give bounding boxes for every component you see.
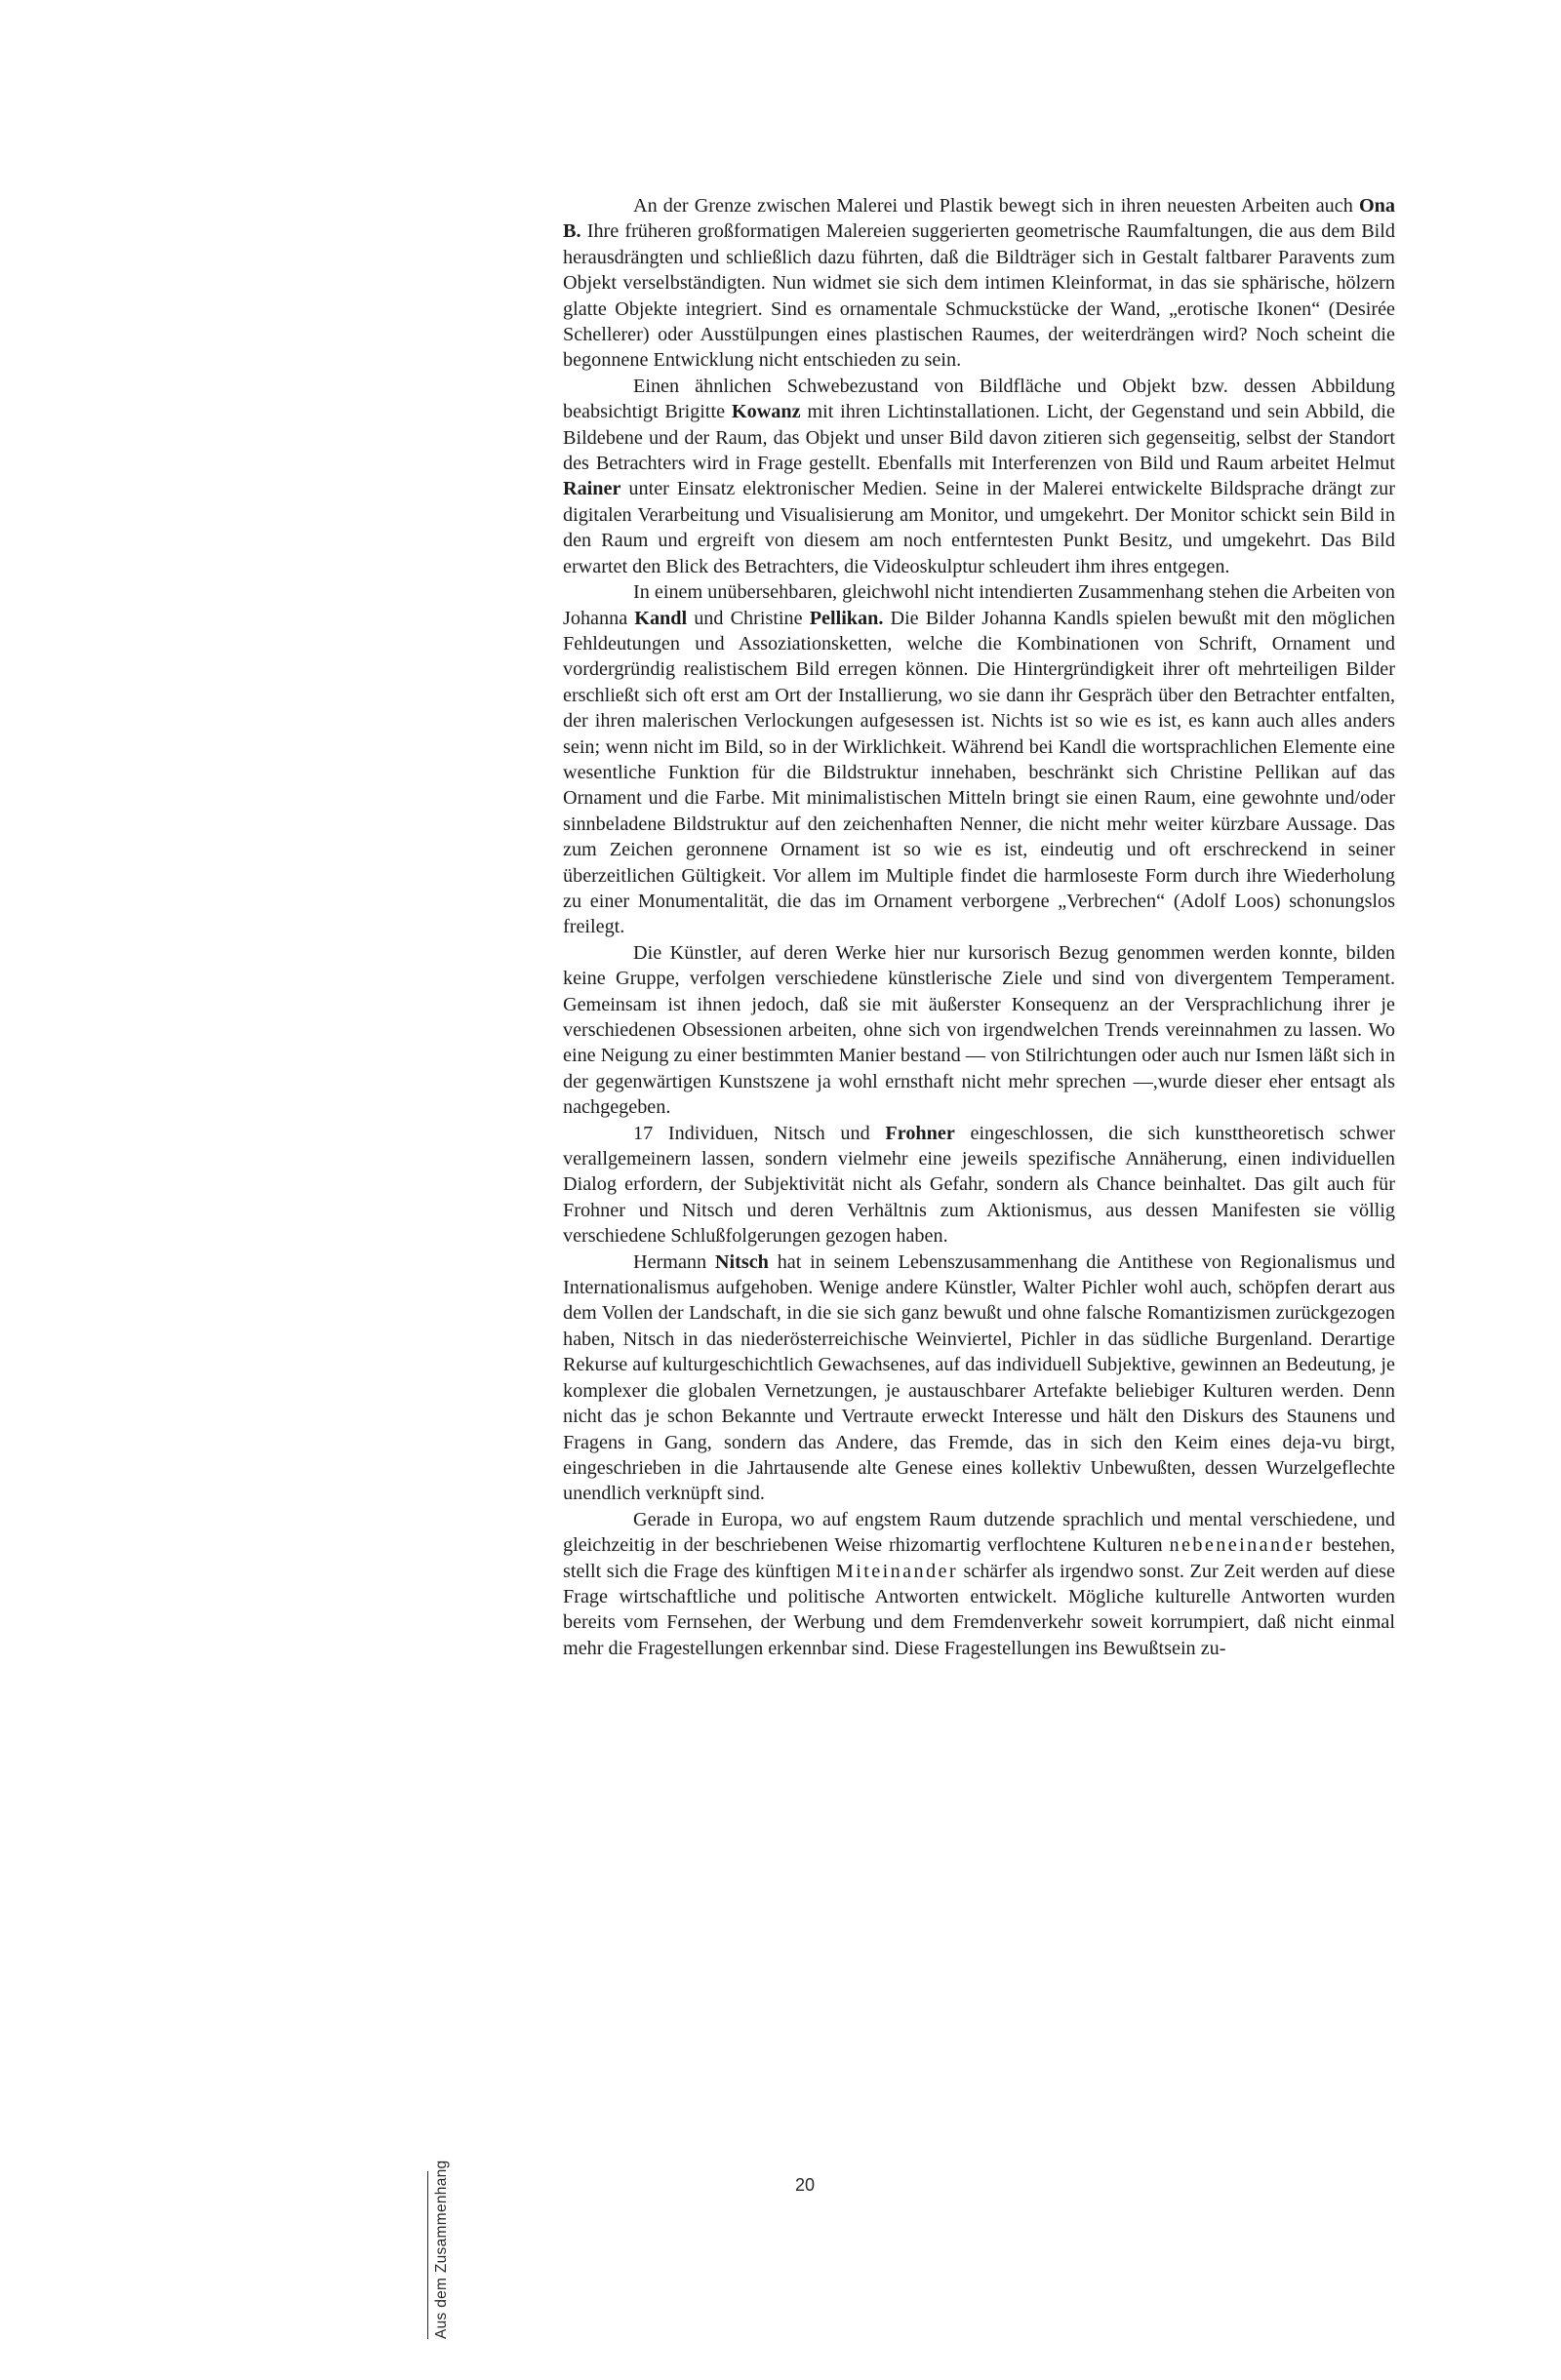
text-run: unter Einsatz elektronischer Medien. Seine in der Malerei entwickelte Bildsprache drängt zur digitalen Verarbeitung und Visualisierung am Monitor, und umgekehrt. Der Monitor schickt sein Bild in den Raum und ergreift von diesem am noch entferntesten Punkt Besitz, und umgekehrt. Das Bild erwartet den Blick des Betrachters, die Videoskulptur schleudert ihm ihres entgegen. [563,478,1395,577]
text-run: 17 Individuen, Nitsch und [633,1122,886,1144]
running-head-rule [427,2171,428,2339]
text-run: An der Grenze zwischen Malerei und Plastik bewegt sich in ihren neuesten Arbeiten auch [633,195,1359,217]
paragraph [563,374,1395,579]
text-run: und Christine [687,607,810,629]
running-head: Aus dem Zusammenhang [433,2160,450,2339]
text-run: hat in seinem Lebenszusammenhang die Antithese von Regionalismus und Internationalismus aufgehoben. Wenige andere Künstler, Walter Pichler wohl auch, schöpfen derart aus dem Vollen der Landschaft, in die sie sich ganz bewußt und ohne falsche Romantizismen zurückgezogen haben, Nitsch in das niederösterreichische Weinviertel, Pichler in das südliche Burgenland. Derartige Rekurse auf kulturgeschichtlich Gewachsenes, auf das individuell Subjektive, gewinnen an Bedeutung, je komplexer die globalen Vernetzungen, je austauschbarer Artefakte beliebiger Kulturen werden. Denn nicht das je schon Bekannte und Vertraute erweckt Interesse und hält den Diskurs des Staunens und Fragens in Gang, sondern das Andere, das Fremde, das in sich den Keim eines deja-vu birgt, eingeschrieben in die Jahrtausende alte Genese eines kollektiv Unbewußten, dessen Wurzelgeflechte unendlich verknüpft sind. [563,1250,1395,1505]
text-run: eingeschlossen, die sich kunsttheoretisch schwer verallgemeinern lassen, sondern vielmehr eine jeweils spezifische Annäherung, einen individuellen Dialog erfordern, der Subjektivität nicht als Gefahr, sondern als Chance beinhaltet. Das gilt auch für Frohner und Nitsch und deren Verhältnis zum Aktionismus, aus dessen Manifesten sie völlig verschiedene Schlußfolgerungen gezogen haben. [563,1122,1396,1248]
artist-name: Ona B. [563,195,1395,243]
text-run: mit ihren Lichtinstallationen. Licht, der Gegenstand und sein Abbild, die Bildebene und der Raum, das Objekt und unser Bild davon zitieren sich gegenseitig, selbst der Standort des Betrachters wird in Frage gestellt. Ebenfalls mit Interferenzen von Bild und Raum arbeitet Helmut [563,401,1395,475]
paragraph [563,193,1395,374]
spaced-emphasis: Miteinander [835,1560,958,1582]
paragraph [563,940,1395,1121]
page-number: 20 [794,2175,816,2195]
artist-name: Rainer [563,478,621,500]
text-run: Die Bilder Johanna Kandls spielen bewußt mit den möglichen Fehldeutungen und Assoziationsketten, welche die Kombinationen von Schrift, Ornament und vordergründig realistischem Bild erregen können. Die Hintergründigkeit ihrer oft mehrteiligen Bilder erschließt sich oft erst am Ort der Installierung, wo sie dann ihr Gespräch über den Betrachter entfalten, der ihren malerischen Verlockungen aufgesessen ist. Nichts ist so wie es ist, es kann auch alles anders sein; wenn nicht im Bild, so in der Wirklichkeit. Während bei Kandl die wortsprachlichen Elemente eine wesentliche Funktion für die Bildstruktur innehaben, beschränkt sich Christine Pellikan auf das Ornament und die Farbe. Mit minimalistischen Mitteln bringt sie einen Raum, eine gewohnte und/oder sinnbeladene Bildstruktur auf den zeichenhaften Nenner, die nicht mehr weiter kürzbare Aussage. Das zum Zeichen geronnene Ornament ist so wie es ist, eindeutig und oft erschreckend in seiner überzeitlichen Gültigkeit. Vor allem im Multiple findet die harmloseste Form durch ihre Wiederholung zu einer Monumentalität, die das im Ornament verborgene „Verbrechen“ (Adolf Loos) schonungslos freilegt. [563,607,1396,938]
text-run: Gerade in Europa, wo auf engstem Raum dutzende sprachlich und mental verschiedene, und gleichzeitig in der beschriebenen Weise rhizomartig verflochtene Kulturen [563,1508,1395,1557]
paragraph [563,1250,1395,1507]
artist-name: Nitsch [714,1250,769,1273]
artist-name: Kowanz [731,401,801,423]
text-run: Ihre früheren großformatigen Malereien suggerierten geometrische Raumfaltungen, die aus dem Bild herausdrängten und schließlich dazu führten, daß die Bildträger sich in Gestalt faltbarer Paravents zum Objekt verselbständigten. Nun widmet sie sich dem intimen Kleinformat, in das sie sphärische, hölzern glatte Objekte integriert. Sind es ornamentale Schmuckstücke der Wand, „erotische Ikonen“ (Desirée Schellerer) oder Ausstülpungen eines plastischen Raumes, der weiterdrängen wird? Noch scheint die begonnene Entwicklung nicht entschieden zu sein. [563,220,1395,372]
paragraph [563,1507,1395,1661]
text-run: Einen ähnlichen Schwebezustand von Bildfläche und Objekt bzw. dessen Abbildung beabsichtigt Brigitte [563,375,1395,423]
text-run: schärfer als irgendwo sonst. Zur Zeit werden auf diese Frage wirtschaftliche und politische Antworten entwickelt. Mögliche kulturelle Antworten wurden bereits vom Fernsehen, der Werbung und dem Fremdenverkehr soweit korrumpiert, daß nicht einmal mehr die Fragestellungen erkennbar sind. Diese Fragestellungen ins Bewußtsein zu- [563,1560,1395,1659]
body-text [563,193,1395,1661]
spaced-emphasis: nebeneinander [1169,1534,1315,1557]
text-run: Die Künstler, auf deren Werke hier nur kursorisch Bezug genommen werden konnte, bilden keine Gruppe, verfolgen verschiedene künstlerische Ziele und sind von divergentem Temperament. Gemeinsam ist ihnen jedoch, daß sie mit äußerster Konsequenz an der Versprachlichung ihrer je verschiedenen Obsessionen arbeiten, ohne sich von irgendwelchen Trends vereinnahmen zu lassen. Wo eine Neigung zu einer bestimmten Manier bestand — von Stilrichtungen oder auch nur Ismen läßt sich in der gegenwärtigen Kunstszene ja wohl ernsthaft nicht mehr sprechen —,wurde dieser eher entsagt als nachgegeben. [563,941,1395,1119]
artist-name: Frohner [885,1122,955,1144]
paragraph [563,579,1395,940]
paragraph [563,1121,1395,1250]
artist-name: Pellikan. [809,607,884,629]
artist-name: Kandl [634,607,688,629]
text-run: bestehen, stellt sich die Frage des künftigen [563,1534,1395,1582]
text-run: In einem unübersehbaren, gleichwohl nicht intendierten Zusammenhang stehen die Arbeiten von Johanna [563,581,1395,629]
text-run: Hermann [633,1250,715,1273]
